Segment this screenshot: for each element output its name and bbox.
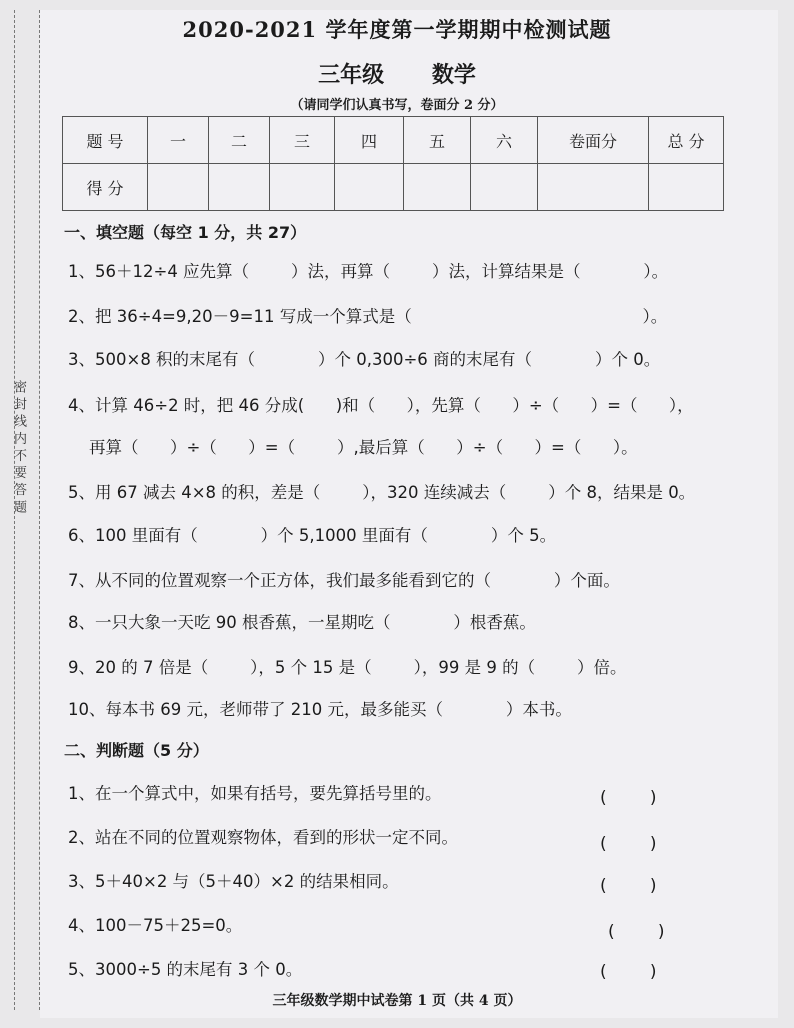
score-cell[interactable] [538,164,649,211]
fill-question: 再算（ ）÷（ ）=（ ）,最后算（ ）÷（ ）=（ ）。 [68,438,638,457]
section2-title: 二、判断题（5 分） [64,741,209,760]
score-cell[interactable] [404,164,471,211]
judge-question: 2、站在不同的位置观察物体，看到的形状一定不同。 [68,828,458,847]
exam-note: （请同学们认真书写，卷面分 2 分） [290,98,504,113]
fill-question: 7、从不同的位置观察一个正方体，我们最多能看到它的（ ）个面。 [68,571,620,590]
judge-answer-parens[interactable]: ( ) [600,788,657,808]
page-footer: 三年级数学期中试卷第 1 页（共 4 页） [272,993,522,1009]
header-cell: 四 [335,117,404,164]
judge-answer-parens[interactable]: ( ) [600,876,657,896]
score-cell[interactable] [471,164,538,211]
score-cell[interactable] [649,164,724,211]
fill-question: 5、用 67 减去 4×8 的积，差是（ ），320 连续减去（ ）个 8，结果是 0。 [68,483,696,502]
fill-question: 2、把 36÷4=9,20－9=11 写成一个算式是（ ）。 [68,307,668,326]
score-table-header-row [63,117,724,164]
score-cell[interactable] [209,164,270,211]
fill-question: 3、500×8 积的末尾有（ ）个 0,300÷6 商的末尾有（ ）个 0。 [68,350,661,369]
fill-question: 1、56＋12÷4 应先算（ ）法，再算（ ）法，计算结果是（ ）。 [68,262,669,281]
section1-title: 一、填空题（每空 1 分，共 27） [64,223,307,242]
header-cell: 总 分 [649,117,724,164]
header-cell: 一 [148,117,209,164]
judge-question: 3、5＋40×2 与（5＋40）×2 的结果相同。 [68,872,399,891]
header-cell: 五 [404,117,471,164]
score-cell[interactable] [335,164,404,211]
exam-title: 2020-2021 学年度第一学期期中检测试题 [182,17,612,42]
fill-question: 10、每本书 69 元，老师带了 210 元，最多能买（ ）本书。 [68,700,572,719]
exam-subtitle: 三年级 数学 [318,62,476,88]
header-cell: 卷面分 [538,117,649,164]
header-cell: 三 [270,117,335,164]
score-table-score-row [63,164,724,211]
judge-question: 4、100－75＋25=0。 [68,916,243,935]
score-table [62,116,724,211]
fill-question: 6、100 里面有（ ）个 5,1000 里面有（ ）个 5。 [68,526,557,545]
judge-answer-parens[interactable]: ( ) [600,962,657,982]
fill-question: 9、20 的 7 倍是（ ），5 个 15 是（ ），99 是 9 的（ ）倍。 [68,658,627,677]
header-cell: 二 [209,117,270,164]
score-row-label: 得 分 [63,164,148,211]
binding-text: 密 封 线 内 不 要 答 题 [11,380,26,513]
fill-question: 4、计算 46÷2 时，把 46 分成( )和（ ），先算（ ）÷（ ）=（ ）， [68,396,694,415]
fill-question: 8、一只大象一天吃 90 根香蕉，一星期吃（ ）根香蕉。 [68,613,536,632]
binding-strip [11,10,40,1010]
judge-question: 1、在一个算式中，如果有括号，要先算括号里的。 [68,784,442,803]
header-cell: 题 号 [63,117,148,164]
judge-answer-parens[interactable]: ( ) [608,922,665,942]
judge-question: 5、3000÷5 的末尾有 3 个 0。 [68,960,303,979]
score-cell[interactable] [270,164,335,211]
header-cell: 六 [471,117,538,164]
judge-answer-parens[interactable]: ( ) [600,834,657,854]
score-cell[interactable] [148,164,209,211]
